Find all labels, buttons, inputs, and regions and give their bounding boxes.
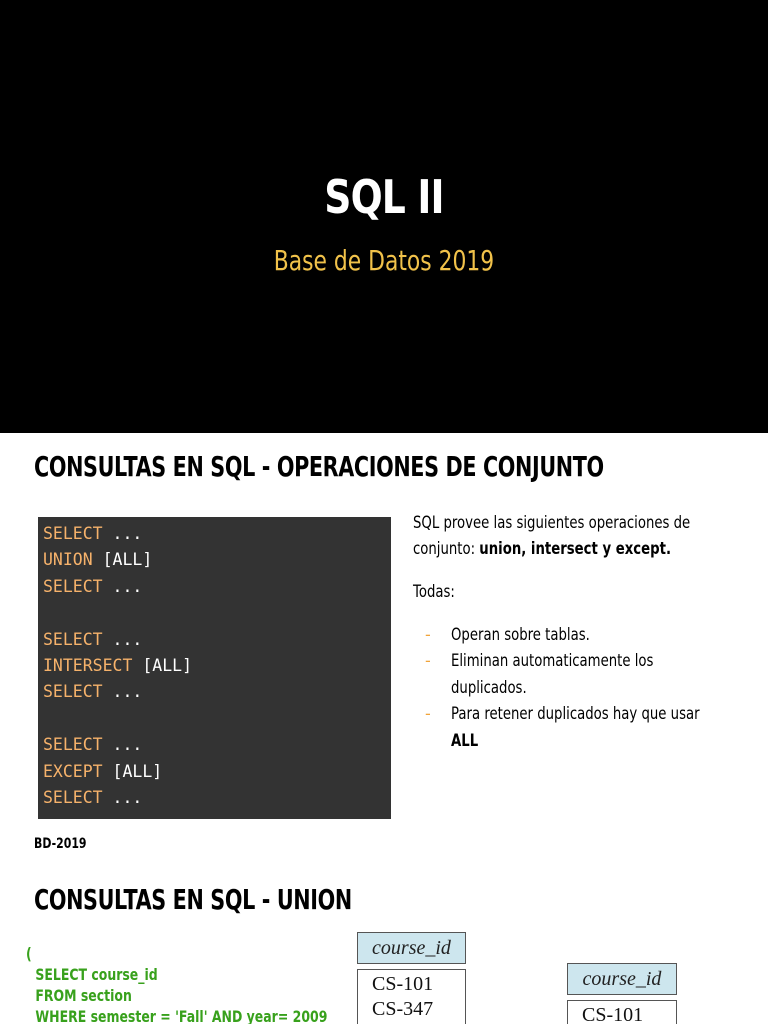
- intro-line: SQL provee las siguientes operaciones de: [413, 513, 691, 533]
- result-table-1: [357, 932, 466, 1024]
- query-paren: (: [26, 944, 32, 963]
- intro-line: conjunto: union, intersect y except.: [413, 539, 672, 560]
- table-row: CS-101: [372, 973, 434, 995]
- set-operations-description: [413, 510, 743, 754]
- table-body: [567, 1000, 677, 1024]
- bullet-dash: -: [425, 624, 431, 644]
- list-item: - Eliminan automaticamente los: [413, 648, 743, 674]
- code-line: [43, 706, 386, 732]
- set-operations-heading: CONSULTAS EN SQL - OPERACIONES DE CONJUNTO: [34, 450, 604, 483]
- union-heading: CONSULTAS EN SQL - UNION: [34, 883, 352, 916]
- bullet-dash: -: [425, 651, 431, 671]
- code-line: SELECT ...: [43, 735, 143, 755]
- list-item: - Operan sobre tablas.: [413, 622, 743, 648]
- query-line: SELECT course_id: [35, 965, 158, 984]
- sql-code-block: [38, 517, 391, 819]
- code-line: SELECT ...: [43, 787, 143, 807]
- footer-tag: BD-2019: [34, 836, 87, 852]
- code-line: SELECT ...: [43, 576, 143, 596]
- table-body: [357, 969, 466, 1024]
- title-slide: [0, 0, 768, 433]
- code-line: SELECT ...: [43, 524, 143, 543]
- query-line: WHERE semester = 'Fall' AND year= 2009: [35, 1007, 328, 1024]
- union-query: [26, 943, 412, 1024]
- query-line: FROM section: [35, 986, 132, 1005]
- list-item-continuation: duplicados.: [451, 677, 527, 698]
- table-header: course_id: [357, 932, 466, 964]
- code-line: UNION [ALL]: [43, 550, 153, 570]
- table-row: CS-101: [582, 1004, 644, 1024]
- code-line: SELECT ...: [43, 629, 143, 649]
- bullet-dash: -: [425, 704, 431, 724]
- code-line: [43, 600, 386, 626]
- todas-label: Todas:: [413, 582, 455, 603]
- code-line: SELECT ...: [43, 682, 143, 702]
- slide-subtitle: Base de Datos 2019: [273, 244, 495, 277]
- code-line: INTERSECT [ALL]: [43, 655, 193, 675]
- list-item-continuation: ALL: [451, 730, 479, 751]
- table-header: course_id: [567, 963, 677, 995]
- list-item: - Para retener duplicados hay que usar: [413, 701, 743, 727]
- code-line: EXCEPT [ALL]: [43, 761, 163, 781]
- table-row: CS-347: [372, 998, 434, 1020]
- slide-title: SQL II: [324, 170, 444, 224]
- result-table-2: [567, 963, 677, 1024]
